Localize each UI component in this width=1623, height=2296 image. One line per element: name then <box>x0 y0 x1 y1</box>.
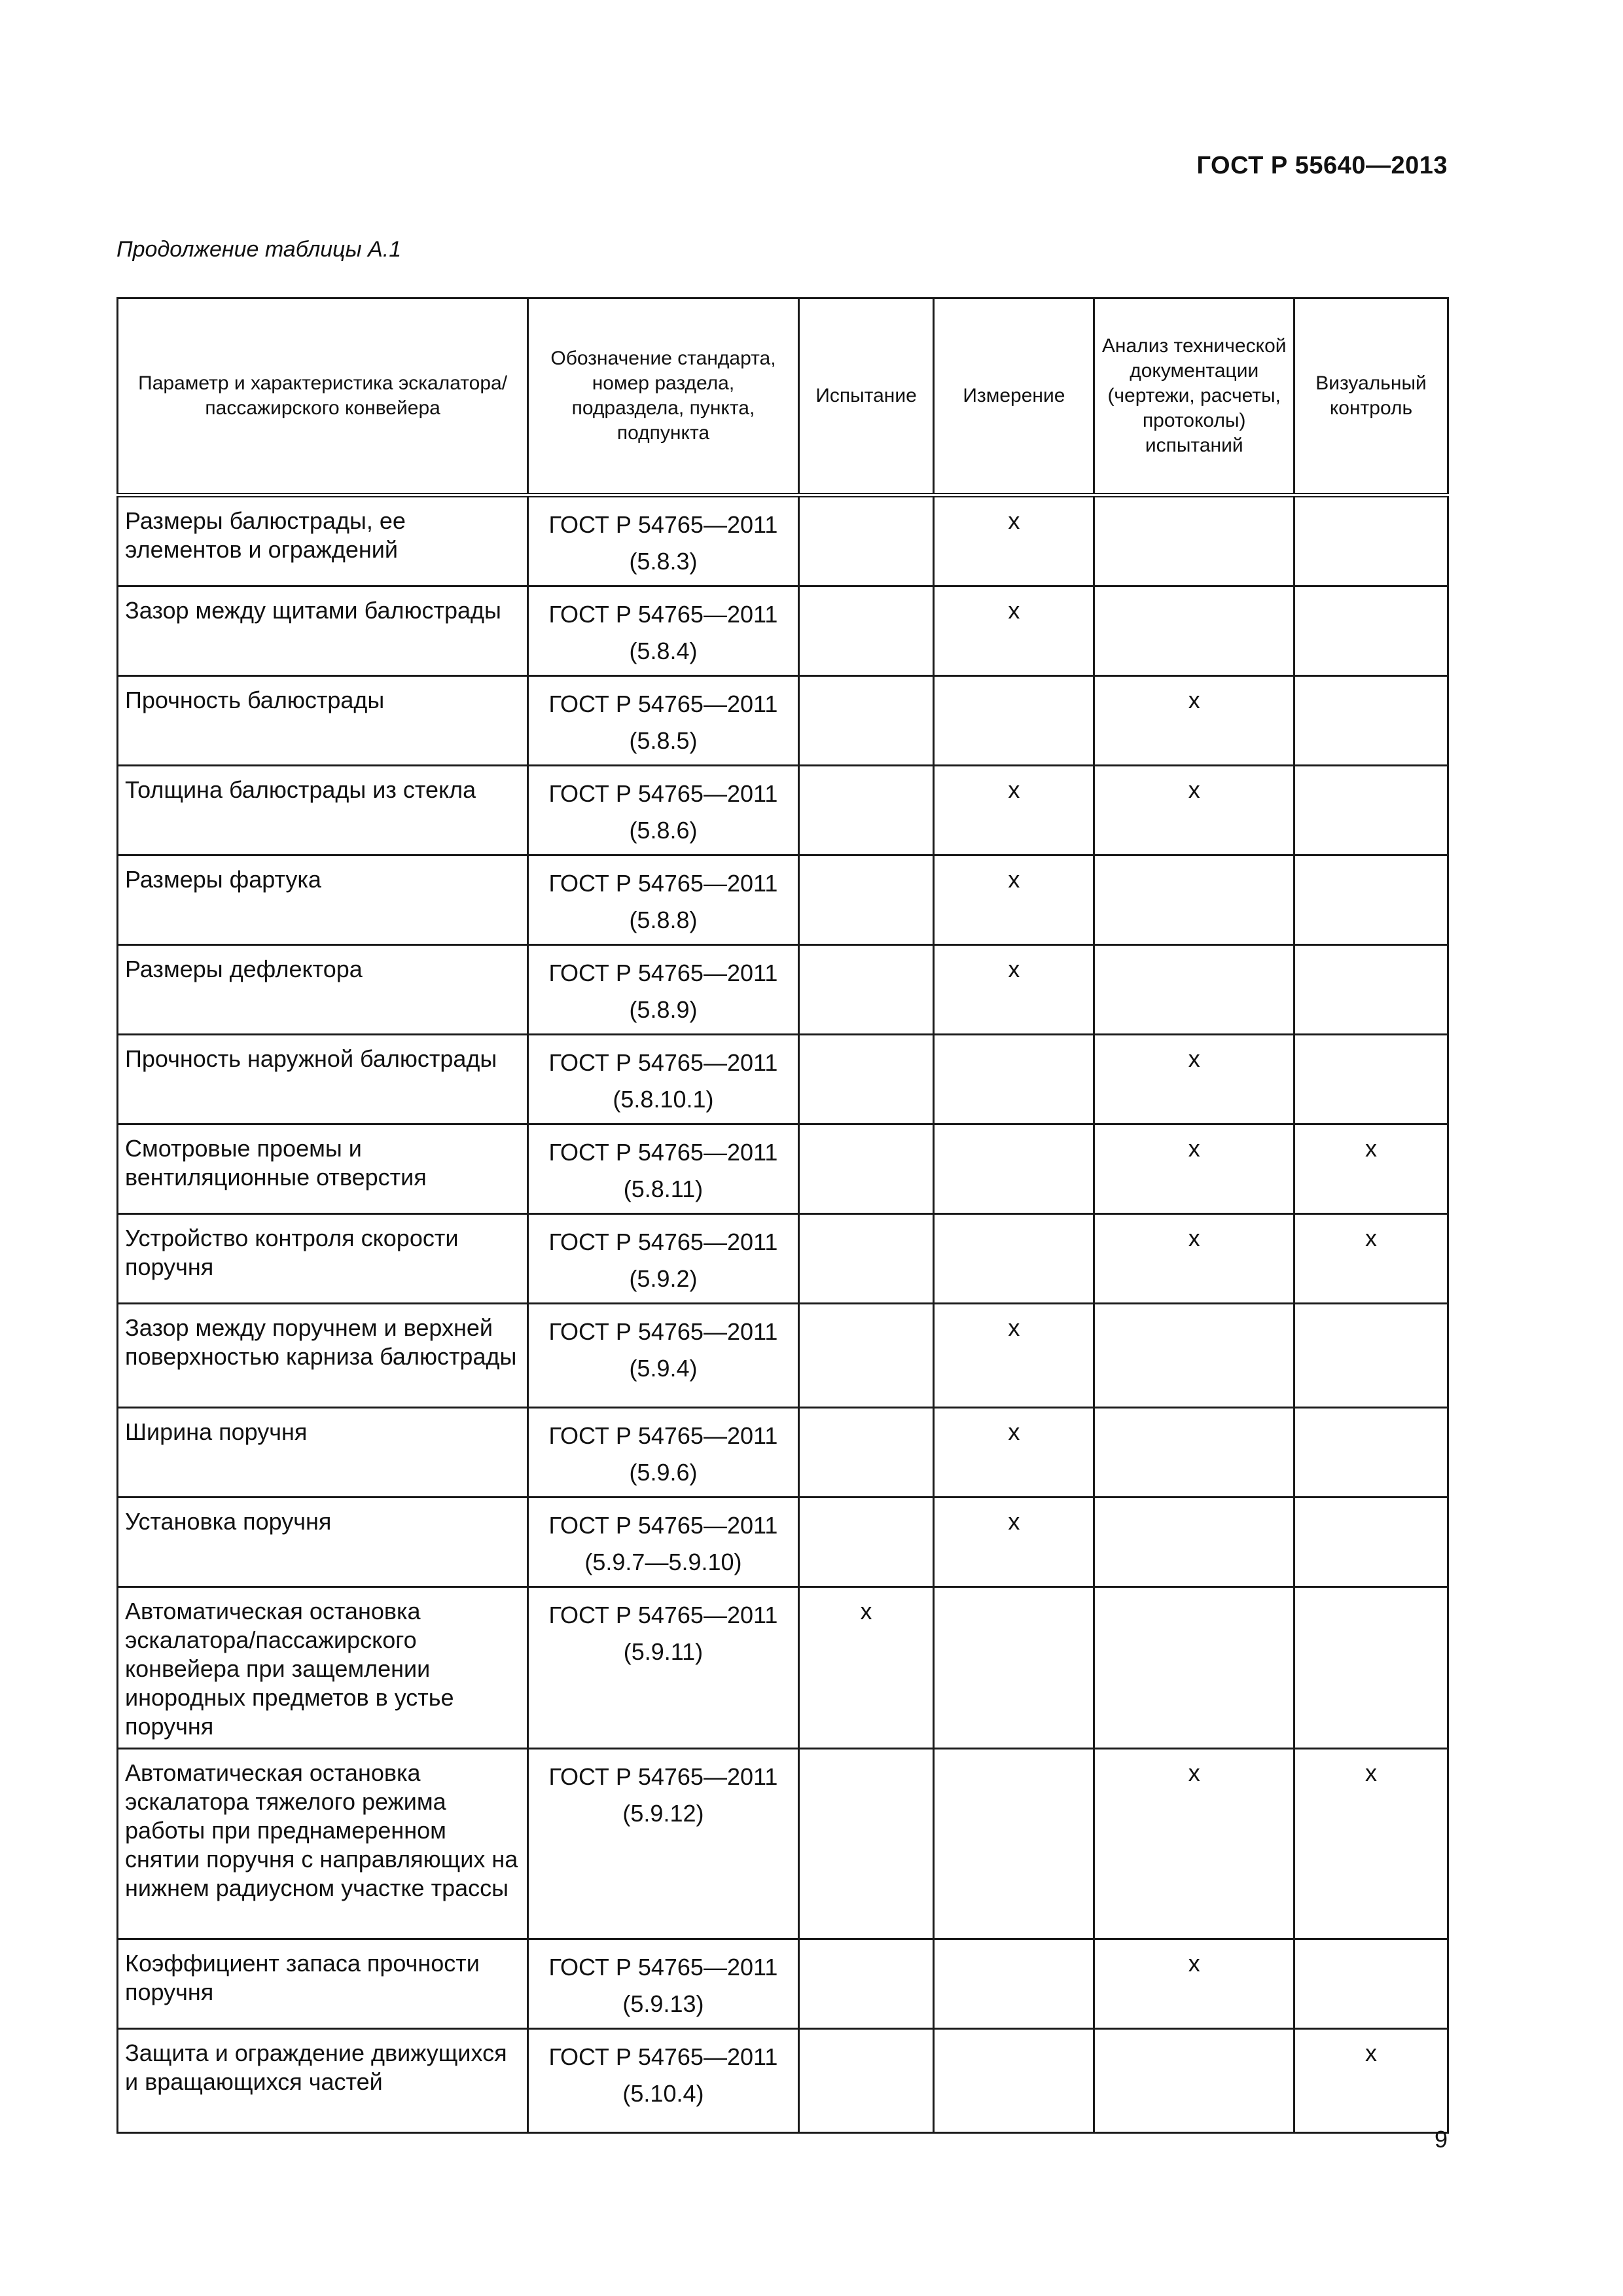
standard-cell: ГОСТ Р 54765—2011 (5.10.4) <box>528 2029 798 2133</box>
test-mark: х <box>798 1587 934 1749</box>
visual-mark <box>1294 1498 1448 1587</box>
parameter-cell: Размеры балюстрады, ее элементов и ограждений <box>118 495 528 586</box>
table-caption: Продолжение таблицы А.1 <box>116 237 402 262</box>
documentation-mark: х <box>1094 1749 1294 1939</box>
parameter-cell: Размеры фартука <box>118 855 528 945</box>
visual-mark <box>1294 1408 1448 1498</box>
parameter-cell: Коэффициент запаса прочности поручня <box>118 1939 528 2029</box>
table-row <box>118 1214 1448 1304</box>
documentation-mark <box>1094 586 1294 676</box>
documentation-mark <box>1094 1498 1294 1587</box>
measurement-mark <box>934 1749 1094 1939</box>
parameter-cell: Установка поручня <box>118 1498 528 1587</box>
table-row <box>118 945 1448 1035</box>
document-code: ГОСТ Р 55640—2013 <box>1196 152 1448 179</box>
parameter-cell: Смотровые проемы и вентиляционные отверстия <box>118 1124 528 1214</box>
parameter-cell: Прочность балюстрады <box>118 676 528 766</box>
documentation-mark: х <box>1094 676 1294 766</box>
documentation-mark <box>1094 855 1294 945</box>
table-row <box>118 2029 1448 2133</box>
standard-cell: ГОСТ Р 54765—2011 (5.9.7—5.9.10) <box>528 1498 798 1587</box>
test-mark <box>798 586 934 676</box>
measurement-mark <box>934 1939 1094 2029</box>
conformity-table <box>116 297 1449 2134</box>
test-mark <box>798 855 934 945</box>
measurement-mark: х <box>934 1498 1094 1587</box>
test-mark <box>798 1749 934 1939</box>
column-header-documentation-analysis: Анализ технической документации (чертежи, расчеты, протоколы) испытаний <box>1094 298 1294 495</box>
documentation-mark <box>1094 945 1294 1035</box>
visual-mark: х <box>1294 1214 1448 1304</box>
parameter-cell: Размеры дефлектора <box>118 945 528 1035</box>
column-header-measurement: Измерение <box>934 298 1094 495</box>
documentation-mark: х <box>1094 1214 1294 1304</box>
measurement-mark <box>934 676 1094 766</box>
table-row <box>118 1408 1448 1498</box>
measurement-mark <box>934 1124 1094 1214</box>
standard-cell: ГОСТ Р 54765—2011 (5.9.4) <box>528 1304 798 1408</box>
documentation-mark <box>1094 1587 1294 1749</box>
parameter-cell: Устройство контроля скорости поручня <box>118 1214 528 1304</box>
column-header-test: Испытание <box>798 298 934 495</box>
standard-cell: ГОСТ Р 54765—2011 (5.8.9) <box>528 945 798 1035</box>
measurement-mark: х <box>934 1408 1094 1498</box>
table-header-row <box>118 298 1448 495</box>
documentation-mark <box>1094 1304 1294 1408</box>
visual-mark <box>1294 495 1448 586</box>
parameter-cell: Зазор между поручнем и верхней поверхностью карниза балюстрады <box>118 1304 528 1408</box>
parameter-cell: Толщина балюстрады из стекла <box>118 766 528 855</box>
test-mark <box>798 945 934 1035</box>
test-mark <box>798 1304 934 1408</box>
documentation-mark: х <box>1094 1035 1294 1124</box>
documentation-mark <box>1094 495 1294 586</box>
column-header-visual-inspection: Визуальный контроль <box>1294 298 1448 495</box>
table-row <box>118 1939 1448 2029</box>
measurement-mark <box>934 1035 1094 1124</box>
standard-cell: ГОСТ Р 54765—2011 (5.8.4) <box>528 586 798 676</box>
table-row <box>118 1124 1448 1214</box>
documentation-mark <box>1094 1408 1294 1498</box>
visual-mark <box>1294 1304 1448 1408</box>
standard-cell: ГОСТ Р 54765—2011 (5.9.11) <box>528 1587 798 1749</box>
visual-mark <box>1294 766 1448 855</box>
visual-mark: х <box>1294 1124 1448 1214</box>
table-row <box>118 766 1448 855</box>
standard-cell: ГОСТ Р 54765—2011 (5.8.6) <box>528 766 798 855</box>
parameter-cell: Ширина поручня <box>118 1408 528 1498</box>
table-row <box>118 1035 1448 1124</box>
parameter-cell: Автоматическая остановка эскалатора/пассажирского конвейера при защемлении инородных предметов в устье поручня <box>118 1587 528 1749</box>
test-mark <box>798 1035 934 1124</box>
test-mark <box>798 1939 934 2029</box>
parameter-cell: Защита и ограждение движущихся и вращающихся частей <box>118 2029 528 2133</box>
standard-cell: ГОСТ Р 54765—2011 (5.8.10.1) <box>528 1035 798 1124</box>
table-row <box>118 1587 1448 1749</box>
parameter-cell: Прочность наружной балюстрады <box>118 1035 528 1124</box>
table-row <box>118 586 1448 676</box>
table-row <box>118 1498 1448 1587</box>
standard-cell: ГОСТ Р 54765—2011 (5.9.2) <box>528 1214 798 1304</box>
documentation-mark: х <box>1094 1939 1294 2029</box>
standard-cell: ГОСТ Р 54765—2011 (5.9.6) <box>528 1408 798 1498</box>
visual-mark: х <box>1294 2029 1448 2133</box>
measurement-mark: х <box>934 586 1094 676</box>
documentation-mark: х <box>1094 766 1294 855</box>
visual-mark <box>1294 945 1448 1035</box>
test-mark <box>798 495 934 586</box>
standard-cell: ГОСТ Р 54765—2011 (5.9.12) <box>528 1749 798 1939</box>
measurement-mark <box>934 2029 1094 2133</box>
measurement-mark <box>934 1214 1094 1304</box>
measurement-mark <box>934 1587 1094 1749</box>
documentation-mark <box>1094 2029 1294 2133</box>
table-row <box>118 1749 1448 1939</box>
test-mark <box>798 766 934 855</box>
page-number: 9 <box>1434 2126 1448 2153</box>
visual-mark <box>1294 586 1448 676</box>
standard-cell: ГОСТ Р 54765—2011 (5.8.5) <box>528 676 798 766</box>
table-row <box>118 1304 1448 1408</box>
parameter-cell: Зазор между щитами балюстрады <box>118 586 528 676</box>
standard-cell: ГОСТ Р 54765—2011 (5.8.3) <box>528 495 798 586</box>
measurement-mark: х <box>934 766 1094 855</box>
test-mark <box>798 1124 934 1214</box>
visual-mark <box>1294 1939 1448 2029</box>
table-row <box>118 495 1448 586</box>
table-row <box>118 855 1448 945</box>
measurement-mark: х <box>934 945 1094 1035</box>
visual-mark <box>1294 1035 1448 1124</box>
visual-mark <box>1294 855 1448 945</box>
standard-cell: ГОСТ Р 54765—2011 (5.8.11) <box>528 1124 798 1214</box>
column-header-parameter: Параметр и характеристика эскалатора/пассажирского конвейера <box>118 298 528 495</box>
test-mark <box>798 1214 934 1304</box>
visual-mark: х <box>1294 1749 1448 1939</box>
test-mark <box>798 1408 934 1498</box>
table-row <box>118 676 1448 766</box>
test-mark <box>798 2029 934 2133</box>
visual-mark <box>1294 1587 1448 1749</box>
test-mark <box>798 1498 934 1587</box>
measurement-mark: х <box>934 855 1094 945</box>
standard-cell: ГОСТ Р 54765—2011 (5.9.13) <box>528 1939 798 2029</box>
measurement-mark: х <box>934 1304 1094 1408</box>
standard-cell: ГОСТ Р 54765—2011 (5.8.8) <box>528 855 798 945</box>
column-header-standard: Обозначение стандарта, номер раздела, подраздела, пункта, подпункта <box>528 298 798 495</box>
documentation-mark: х <box>1094 1124 1294 1214</box>
test-mark <box>798 676 934 766</box>
visual-mark <box>1294 676 1448 766</box>
parameter-cell: Автоматическая остановка эскалатора тяжелого режима работы при преднамеренном снятии поручня с направляющих на нижнем радиусном участке трассы <box>118 1749 528 1939</box>
measurement-mark: х <box>934 495 1094 586</box>
